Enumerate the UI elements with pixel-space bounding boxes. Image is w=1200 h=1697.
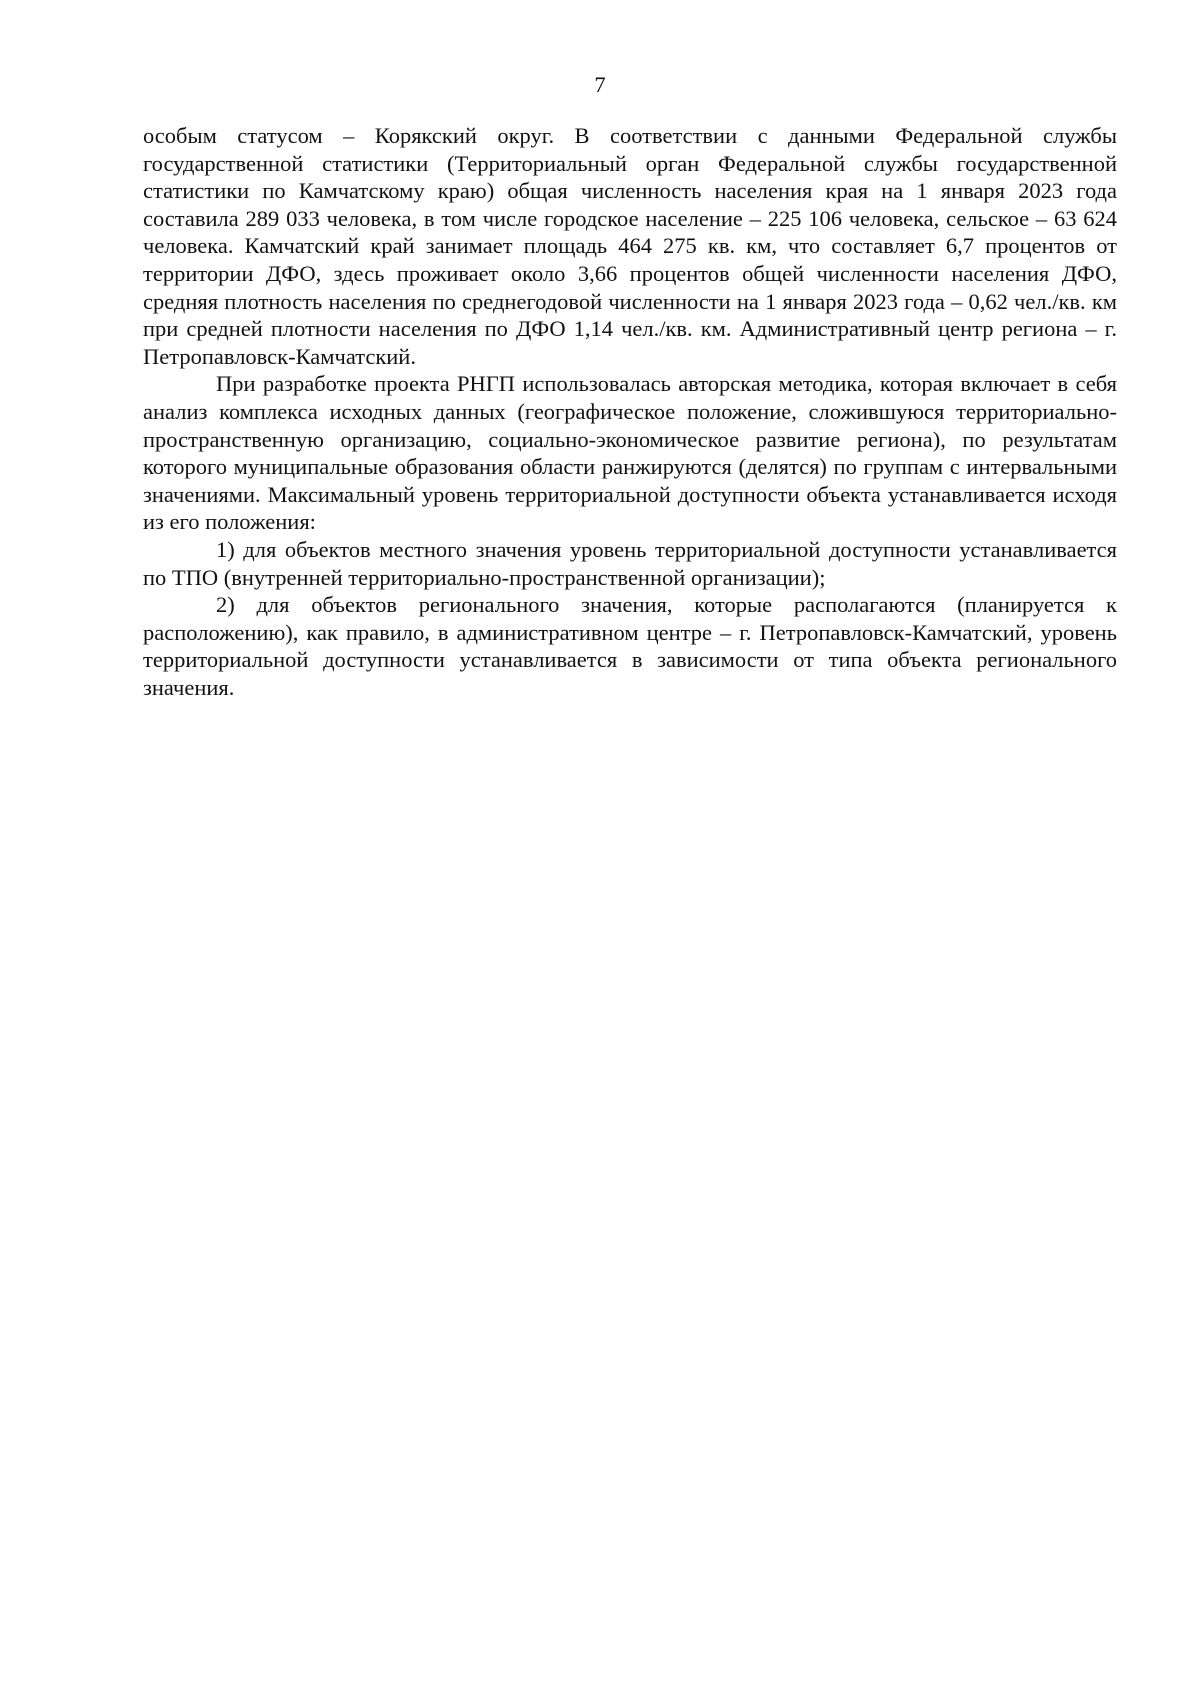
- list-item-local-objects: 1) для объектов местного значения уровень территориальной доступности устанавливается по ТПО (внутренней территориально-пространственной организации);: [143, 536, 1117, 590]
- paragraph-population-statistics: особым статусом – Корякский округ. В соответствии с данными Федеральной службы государственной статистики (Территориальный орган Федеральной службы государственной статистики по Камчатскому краю) общая численность населения края на 1 января 2023 года составила 289 033 человека, в том числе городское население – 225 106 человека, сельское – 63 624 человека. Камчатский край занимает площадь 464 275 кв. км, что составляет 6,7 процентов от территории ДФО, здесь проживает около 3,66 процентов общей численности населения ДФО, средняя плотность населения по среднегодовой численности на 1 января 2023 года – 0,62 чел./кв. км при средней плотности населения по ДФО 1,14 чел./кв. км. Административный центр региона – г. Петропавловск-Камчатский.: [143, 123, 1117, 369]
- page-number: 7: [594, 72, 606, 97]
- paragraph-methodology: При разработке проекта РНГП использовалась авторская методика, которая включает в себя анализ комплекса исходных данных (географическое положение, сложившуюся территориально-пространственную организацию, социально-экономическое развитие региона), по результатам которого муниципальные образования области ранжируются (делятся) по группам с интервальными значениями. Максимальный уровень территориальной доступности объекта устанавливается исходя из его положения:: [143, 371, 1117, 535]
- document-body: [143, 122, 1117, 701]
- list-item-regional-objects: 2) для объектов регионального значения, которые располагаются (планируется к расположению), как правило, в административном центре – г. Петропавловск-Камчатский, уровень территориальной доступности устанавливается в зависимости от типа объекта регионального значения.: [143, 592, 1117, 700]
